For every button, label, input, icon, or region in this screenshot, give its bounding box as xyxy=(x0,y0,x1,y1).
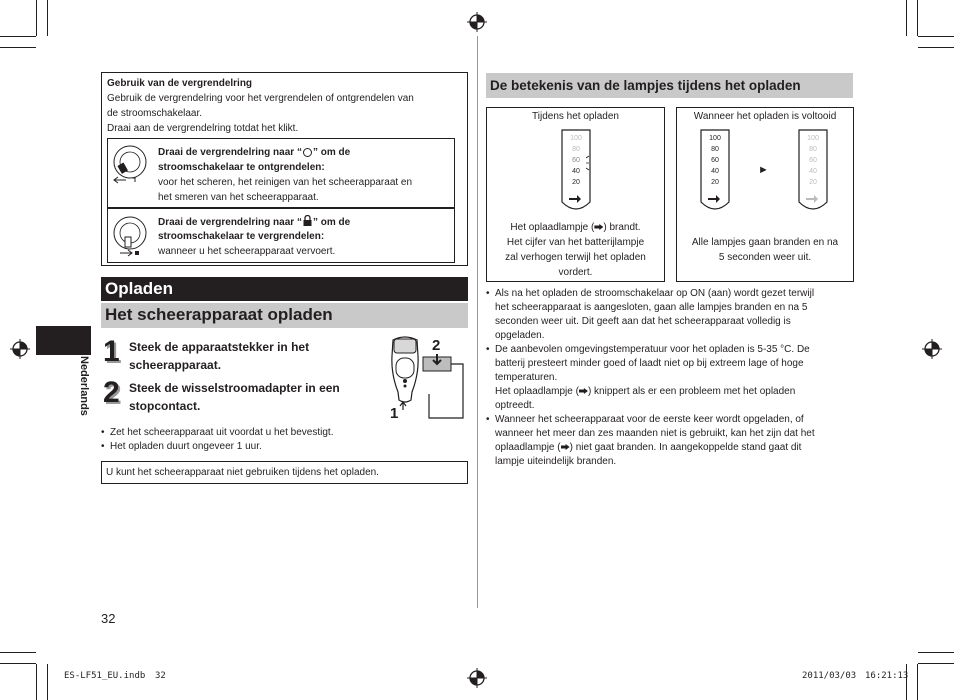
unlock-heading-line-2: stroomschakelaar te ontgrendelen: xyxy=(158,162,325,173)
charging-bullet: • Het opladen duurt ongeveer 1 uur. xyxy=(101,440,333,454)
registration-target-icon xyxy=(467,12,487,32)
during-charging-desc-1: Het oplaadlampje ( ) brandt. xyxy=(510,222,641,233)
charging-complete-title: Wanneer het opladen is voltooid xyxy=(693,111,837,122)
lamp-level-label: 80 xyxy=(572,146,580,153)
lamp-level-label: 100 xyxy=(709,135,721,142)
unlock-ring-icon xyxy=(110,142,150,186)
during-charging-desc-2: Het cijfer van het batterijlampje xyxy=(506,237,645,248)
lamp-level-label: 100 xyxy=(570,135,582,142)
note-text: U kunt het scheerapparaat niet gebruiken tijdens het opladen. xyxy=(106,467,379,478)
lamp-level-label: 100 xyxy=(807,135,819,142)
step-2-line-2: stopcontact. xyxy=(129,399,201,413)
lock-ring-icon xyxy=(110,211,150,259)
lamps-title: De betekenis van de lampjes tijdens het opladen xyxy=(490,78,801,93)
lock-ring-title: Gebruik van de vergrendelring xyxy=(107,78,253,89)
lamps-title-bar xyxy=(486,73,853,98)
step-2-line-1: Steek de wisselstroomadapter in een xyxy=(129,381,340,395)
subsection-title-bar xyxy=(101,303,468,328)
lamp-level-label: 40 xyxy=(711,168,719,175)
sidebar-language: Nederlands xyxy=(78,356,90,416)
lock-body-1: wanneer u het scheerapparaat vervoert. xyxy=(158,246,336,257)
step-1-line-2: scheerapparaat. xyxy=(129,358,222,372)
lamp-level-label: 20 xyxy=(572,179,580,186)
charging-complete-desc-2: 5 seconden weer uit. xyxy=(718,252,812,263)
charging-bullets xyxy=(101,426,333,454)
lamp-level-label: 80 xyxy=(809,146,817,153)
charging-complete-desc-1: Alle lampjes gaan branden en na xyxy=(691,237,839,248)
footer-date: 2011/03/03 xyxy=(802,671,857,681)
lamp-level-label: 20 xyxy=(809,179,817,186)
lamp-level-label: 60 xyxy=(572,157,580,164)
lock-heading-line-2: stroomschakelaar te vergrendelen: xyxy=(158,231,325,242)
step-2-number: 2 xyxy=(103,376,120,409)
registration-target-icon xyxy=(922,339,942,359)
subsection-title: Het scheerapparaat opladen xyxy=(105,305,333,324)
arrow-right-icon: ► xyxy=(758,164,769,176)
lamps-bullets xyxy=(486,287,856,469)
lamp-level-label: 20 xyxy=(711,179,719,186)
footer-file: ES-LF51_EU.indb xyxy=(64,671,146,681)
note-box xyxy=(101,461,468,484)
lamp-level-label: 60 xyxy=(711,157,719,164)
during-charging-title: Tijdens het opladen xyxy=(532,111,619,122)
registration-target-icon xyxy=(10,339,30,359)
plug-icon xyxy=(579,388,588,394)
lamps-bullet: • Wanneer het scheerapparaat voor de eerste keer wordt opgeladen, of wanneer het meer dan zes maanden niet is gebruikt, kan het zijn dat het oplaadlampje ( ) niet gaat branden. In aangekoppelde stand gaat dit lampje uiteindelijk branden. xyxy=(486,413,856,469)
section-title-bar xyxy=(101,277,468,301)
page-number: 32 xyxy=(101,611,116,626)
during-charging-desc-3: zal verhogen terwijl het opladen xyxy=(505,252,646,263)
figure-label-1: 1 xyxy=(390,405,399,422)
lamps-bullet: • Als na het opladen de stroomschakelaar op ON (aan) wordt gezet terwijl het scheerapparaat is aangesloten, gaan alle lampjes branden en na 5 seconden weer uit. Dit geeft aan dat het scheerapparaat volledig is opgeladen. xyxy=(486,287,856,343)
lamp-level-label: 40 xyxy=(572,168,580,175)
plug-icon xyxy=(594,224,603,230)
figure-label-2: 2 xyxy=(432,337,441,354)
padlock-icon xyxy=(303,215,312,226)
unlocked-circle-icon xyxy=(303,148,312,157)
unlock-body-1: voor het scheren, het reinigen van het scheerapparaat en xyxy=(158,177,413,188)
lock-ring-intro-1: Gebruik de vergrendelring voor het vergrendelen of ontgrendelen van xyxy=(107,93,414,104)
language-tab-marker xyxy=(36,326,91,355)
lock-ring-intro-2: de stroomschakelaar. xyxy=(107,108,203,119)
footer-time: 16:21:13 xyxy=(865,671,909,681)
step-1-number: 1 xyxy=(103,335,120,368)
lamp-level-label: 40 xyxy=(809,168,817,175)
lock-ring-intro-3: Draai aan de vergrendelring totdat het klikt. xyxy=(107,123,299,134)
lamp-level-label: 60 xyxy=(809,157,817,164)
footer-file-page: 32 xyxy=(155,671,166,681)
step-1-line-1: Steek de apparaatstekker in het xyxy=(129,340,310,354)
registration-target-icon xyxy=(467,668,487,688)
plug-icon xyxy=(561,444,570,450)
lamps-bullet: • De aanbevolen omgevingstemperatuur voor het opladen is 5-35 °C. De batterij presteert minder goed of laadt niet op bij extreem lage of hoge temperaturen. Het oplaadlampje ( ) knippert als er een probleem met het opladen optreedt. xyxy=(486,343,856,413)
charging-bullet: • Zet het scheerapparaat uit voordat u het bevestigt. xyxy=(101,426,333,440)
lock-heading-line-1: Draai de vergrendelring naar “ ” om de xyxy=(158,217,351,228)
unlock-body-2: het smeren van het scheerapparaat. xyxy=(158,192,319,203)
section-title: Opladen xyxy=(105,279,174,298)
during-charging-desc-4: vordert. xyxy=(558,267,593,278)
unlock-heading-line-1: Draai de vergrendelring naar “ ” om de xyxy=(158,147,351,158)
lamp-level-label: 80 xyxy=(711,146,719,153)
